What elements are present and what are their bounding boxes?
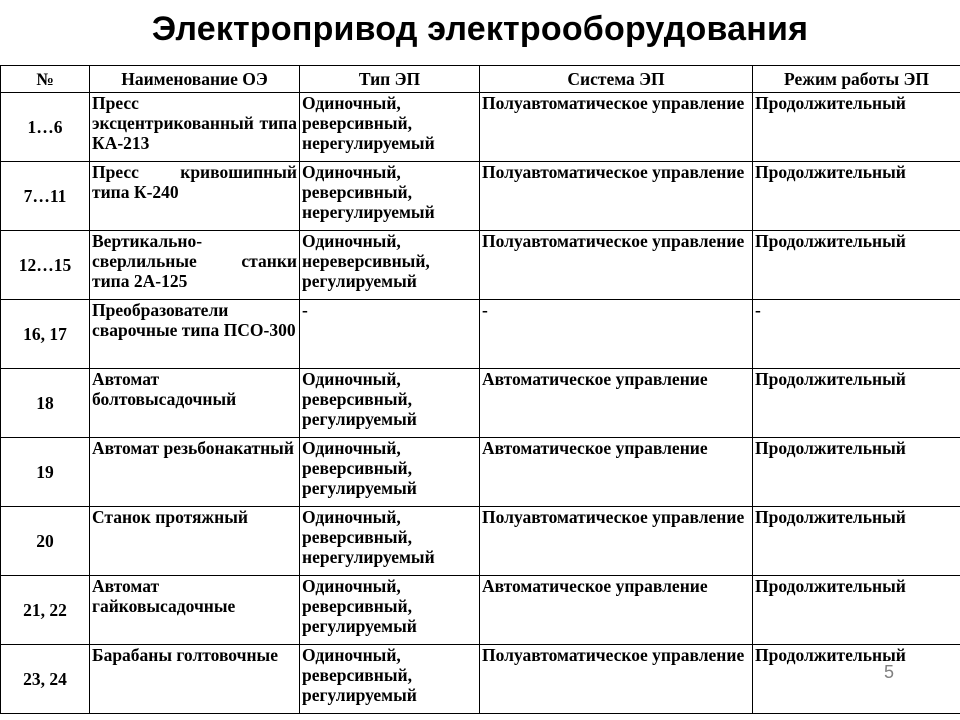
cell-system: Полуавтоматическое управление (480, 507, 753, 576)
table-row (1, 438, 960, 507)
header-type: Тип ЭП (300, 66, 480, 93)
table-row (1, 369, 960, 438)
cell-name: Вертикально-сверлильные станки типа 2А-125 (90, 231, 300, 300)
table-row (1, 162, 960, 231)
cell-mode: Продолжительный (753, 162, 960, 231)
cell-type: Одиночный, реверсивный, нерегулируемый (300, 162, 480, 231)
cell-type: Одиночный, реверсивный, регулируемый (300, 645, 480, 714)
cell-system: Полуавтоматическое управление (480, 231, 753, 300)
cell-mode: - (753, 300, 960, 369)
cell-type: - (300, 300, 480, 369)
cell-system: Полуавтоматическое управление (480, 162, 753, 231)
cell-number: 21, 22 (1, 576, 90, 645)
page-title: Электропривод электрооборудования (151, 10, 809, 48)
table-header-row (1, 66, 960, 93)
table-row (1, 645, 960, 714)
cell-system: Автоматическое управление (480, 576, 753, 645)
cell-name: Пресс кривошипный типа К-240 (90, 162, 300, 231)
cell-system: Автоматическое управление (480, 438, 753, 507)
cell-mode: Продолжительный (753, 507, 960, 576)
cell-type: Одиночный, реверсивный, регулируемый (300, 438, 480, 507)
cell-system: Полуавтоматическое управление (480, 645, 753, 714)
cell-name: Преобразователи сварочные типа ПСО-300 (90, 300, 300, 369)
cell-number: 23, 24 (1, 645, 90, 714)
cell-mode: Продолжительный (753, 369, 960, 438)
cell-name: Барабаны голтовочные (90, 645, 300, 714)
cell-mode: Продолжительный (753, 93, 960, 162)
cell-system: - (480, 300, 753, 369)
header-number: № (1, 66, 90, 93)
cell-mode: Продолжительный (753, 645, 960, 714)
cell-system: Полуавтоматическое управление (480, 93, 753, 162)
table-row (1, 231, 960, 300)
table-row (1, 93, 960, 162)
cell-number: 19 (1, 438, 90, 507)
cell-type: Одиночный, реверсивный, регулируемый (300, 369, 480, 438)
cell-name: Пресс эксцентрикованный типа КА-213 (90, 93, 300, 162)
equipment-table (0, 65, 960, 714)
cell-number: 20 (1, 507, 90, 576)
table-row (1, 576, 960, 645)
header-name: Наименование ОЭ (90, 66, 300, 93)
cell-name: Автомат гайковысадочные (90, 576, 300, 645)
cell-number: 18 (1, 369, 90, 438)
cell-number: 12…15 (1, 231, 90, 300)
cell-mode: Продолжительный (753, 576, 960, 645)
cell-number: 16, 17 (1, 300, 90, 369)
cell-type: Одиночный, реверсивный, нерегулируемый (300, 93, 480, 162)
cell-name: Автомат резьбонакатный (90, 438, 300, 507)
cell-mode: Продолжительный (753, 438, 960, 507)
header-mode: Режим работы ЭП (753, 66, 960, 93)
cell-mode: Продолжительный (753, 231, 960, 300)
cell-type: Одиночный, реверсивный, регулируемый (300, 576, 480, 645)
cell-name: Станок протяжный (90, 507, 300, 576)
page-number: 5 (884, 662, 895, 682)
table-row (1, 507, 960, 576)
cell-type: Одиночный, реверсивный, нерегулируемый (300, 507, 480, 576)
cell-system: Автоматическое управление (480, 369, 753, 438)
header-system: Система ЭП (480, 66, 753, 93)
cell-name: Автомат болтовысадочный (90, 369, 300, 438)
cell-type: Одиночный, нереверсивный, регулируемый (300, 231, 480, 300)
cell-number: 7…11 (1, 162, 90, 231)
table-row (1, 300, 960, 369)
cell-number: 1…6 (1, 93, 90, 162)
